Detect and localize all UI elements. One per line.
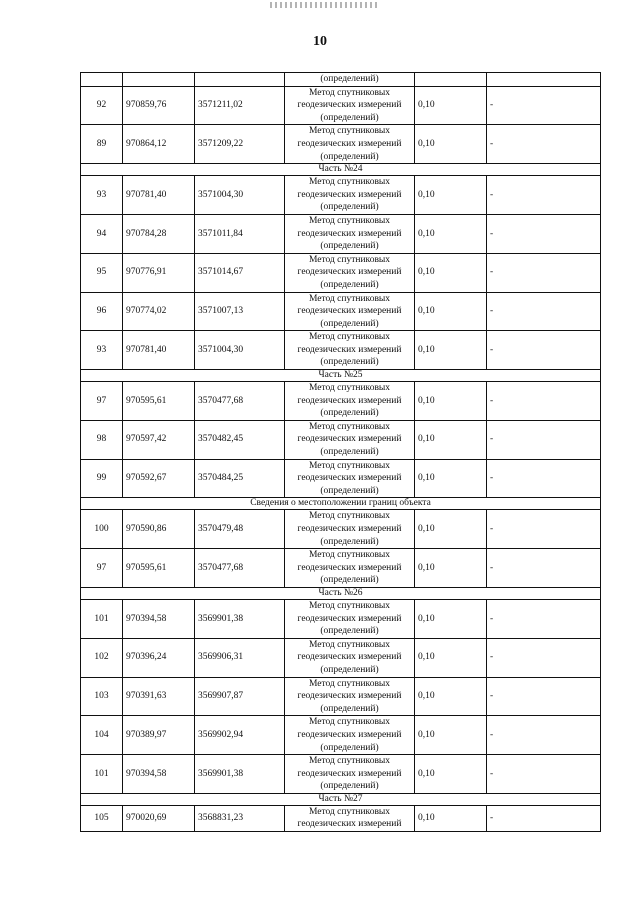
accuracy-value: 0,10: [415, 292, 487, 331]
method-line: геодезических измерений: [297, 729, 402, 740]
coordinate-x: 970595,61: [123, 549, 195, 588]
method-cell: [285, 214, 415, 253]
coordinate-x: 970781,40: [123, 176, 195, 215]
section-title: Сведения о местоположении границ объекта: [81, 498, 601, 510]
description-value: -: [487, 805, 601, 831]
accuracy-value: 0,10: [415, 420, 487, 459]
description-value: -: [487, 420, 601, 459]
point-number: 95: [81, 253, 123, 292]
method-line: (определений): [320, 664, 379, 675]
coordinate-x: 970590,86: [123, 510, 195, 549]
description-value: -: [487, 125, 601, 164]
description-value: -: [487, 755, 601, 794]
method-line: (определений): [320, 151, 379, 162]
accuracy-value: 0,10: [415, 638, 487, 677]
description-value: -: [487, 638, 601, 677]
description-value: -: [487, 599, 601, 638]
table-row: [81, 176, 601, 215]
method-line: геодезических измерений: [297, 100, 402, 111]
coordinate-y: 3569907,87: [195, 677, 285, 716]
coordinate-y: 3571007,13: [195, 292, 285, 331]
accuracy-value: 0,10: [415, 214, 487, 253]
method-line: Метод спутниковых: [308, 215, 391, 226]
description-value: -: [487, 382, 601, 421]
method-line: геодезических измерений: [297, 395, 402, 406]
coordinate-y: 3569906,31: [195, 638, 285, 677]
section-row: [81, 370, 601, 382]
coordinate-x: 970396,24: [123, 638, 195, 677]
method-line: (определений): [320, 575, 379, 586]
method-line: Метод спутниковых: [308, 332, 391, 343]
method-line: Метод спутниковых: [308, 177, 391, 188]
table-row: [81, 73, 601, 87]
coordinate-x: 970389,97: [123, 716, 195, 755]
coordinate-y: 3568831,23: [195, 805, 285, 831]
accuracy-value: 0,10: [415, 805, 487, 831]
accuracy-value: 0,10: [415, 755, 487, 794]
table-row: [81, 86, 601, 125]
point-number: 93: [81, 176, 123, 215]
coordinate-y: 3570482,45: [195, 420, 285, 459]
point-number: 101: [81, 599, 123, 638]
coordinate-x: 970864,12: [123, 125, 195, 164]
method-line: (определений): [320, 485, 379, 496]
table-row: [81, 125, 601, 164]
method-line: Метод спутниковых: [308, 756, 391, 767]
method-cell: (определений): [285, 73, 415, 87]
table-row: [81, 755, 601, 794]
method-line: геодезических измерений: [297, 344, 402, 355]
method-line: Метод спутниковых: [308, 806, 391, 817]
table-row: [81, 382, 601, 421]
description-value: -: [487, 459, 601, 498]
method-line: (определений): [320, 112, 379, 123]
table-row: [81, 253, 601, 292]
method-line: (определений): [320, 357, 379, 368]
coordinate-x: 970784,28: [123, 214, 195, 253]
method-cell: [285, 125, 415, 164]
table-row: [81, 214, 601, 253]
section-title: Часть №25: [81, 370, 601, 382]
table-row: [81, 677, 601, 716]
point-number: 89: [81, 125, 123, 164]
point-number: 103: [81, 677, 123, 716]
method-line: геодезических измерений: [297, 267, 402, 278]
table-row: [81, 459, 601, 498]
method-line: (определений): [320, 202, 379, 213]
accuracy-value: 0,10: [415, 125, 487, 164]
coordinate-y: 3570484,25: [195, 459, 285, 498]
description-value: -: [487, 176, 601, 215]
method-cell: [285, 638, 415, 677]
table-row: [81, 292, 601, 331]
point-number: 94: [81, 214, 123, 253]
method-cell: [285, 459, 415, 498]
coordinate-x: 970781,40: [123, 331, 195, 370]
method-line: геодезических измерений: [297, 768, 402, 779]
section-row: [81, 793, 601, 805]
accuracy-value: 0,10: [415, 599, 487, 638]
point-number: 97: [81, 549, 123, 588]
table-row: [81, 638, 601, 677]
method-line: Метод спутниковых: [308, 717, 391, 728]
method-line: (определений): [320, 318, 379, 329]
description-value: -: [487, 214, 601, 253]
table-cell: [81, 73, 123, 87]
method-line: Метод спутниковых: [308, 293, 391, 304]
table-row: [81, 805, 601, 831]
table-row: [81, 599, 601, 638]
method-line: геодезических измерений: [297, 819, 402, 830]
coordinate-x: 970774,02: [123, 292, 195, 331]
coordinate-y: 3569902,94: [195, 716, 285, 755]
method-line: геодезических измерений: [297, 524, 402, 534]
description-value: -: [487, 716, 601, 755]
method-line: (определений): [320, 703, 379, 714]
method-line: (определений): [320, 781, 379, 792]
method-line: Метод спутниковых: [308, 678, 391, 689]
point-number: 100: [81, 510, 123, 549]
coordinate-y: 3571209,22: [195, 125, 285, 164]
method-line: (определений): [320, 241, 379, 252]
method-cell: [285, 805, 415, 831]
section-title: Часть №27: [81, 793, 601, 805]
description-value: -: [487, 253, 601, 292]
accuracy-value: 0,10: [415, 331, 487, 370]
coordinate-x: 970394,58: [123, 599, 195, 638]
method-line: (определений): [320, 536, 379, 547]
coordinate-y: 3569901,38: [195, 755, 285, 794]
method-line: Метод спутниковых: [308, 639, 391, 650]
method-line: геодезических измерений: [297, 228, 402, 239]
point-number: 92: [81, 86, 123, 125]
coordinate-x: 970859,76: [123, 86, 195, 125]
section-row: [81, 164, 601, 176]
method-line: геодезических измерений: [297, 189, 402, 200]
coordinate-x: 970020,69: [123, 805, 195, 831]
method-line: геодезических измерений: [297, 691, 402, 702]
description-value: -: [487, 86, 601, 125]
coordinate-y: 3571211,02: [195, 86, 285, 125]
coordinate-x: 970391,63: [123, 677, 195, 716]
method-line: геодезических измерений: [297, 613, 402, 624]
method-line: Метод спутниковых: [308, 550, 391, 561]
method-cell: [285, 382, 415, 421]
method-line: (определений): [320, 626, 379, 637]
method-line: Метод спутниковых: [308, 600, 391, 611]
table-row: [81, 716, 601, 755]
method-line: геодезических измерений: [297, 562, 402, 573]
description-value: -: [487, 292, 601, 331]
point-number: 104: [81, 716, 123, 755]
method-line: Метод спутниковых: [308, 421, 391, 432]
method-line: геодезических измерений: [297, 652, 402, 663]
method-line: геодезических измерений: [297, 434, 402, 445]
coordinates-table: [80, 72, 601, 832]
method-cell: [285, 755, 415, 794]
description-value: -: [487, 677, 601, 716]
description-value: -: [487, 549, 601, 588]
table-cell: [123, 73, 195, 87]
method-line: (определений): [320, 408, 379, 419]
method-line: Метод спутниковых: [308, 126, 391, 137]
method-line: Метод спутниковых: [308, 511, 391, 522]
point-number: 102: [81, 638, 123, 677]
point-number: 98: [81, 420, 123, 459]
coordinate-x: 970595,61: [123, 382, 195, 421]
table-row: [81, 331, 601, 370]
description-value: -: [487, 331, 601, 370]
point-number: 97: [81, 382, 123, 421]
section-title: Часть №24: [81, 164, 601, 176]
point-number: 96: [81, 292, 123, 331]
method-cell: [285, 420, 415, 459]
table-row: [81, 549, 601, 588]
scan-artifact: [270, 2, 380, 8]
coordinate-y: 3571004,30: [195, 331, 285, 370]
method-line: (определений): [320, 279, 379, 290]
method-cell: [285, 599, 415, 638]
accuracy-value: 0,10: [415, 253, 487, 292]
table-cell: [415, 73, 487, 87]
section-row: [81, 498, 601, 510]
coordinate-y: 3571004,30: [195, 176, 285, 215]
section-row: [81, 587, 601, 599]
point-number: 101: [81, 755, 123, 794]
coordinate-y: 3570477,68: [195, 382, 285, 421]
method-line: (определений): [320, 742, 379, 753]
accuracy-value: 0,10: [415, 459, 487, 498]
method-line: Метод спутниковых: [308, 460, 391, 471]
table-row: [81, 420, 601, 459]
method-cell: [285, 176, 415, 215]
coordinate-x: 970394,58: [123, 755, 195, 794]
coordinate-x: 970597,42: [123, 420, 195, 459]
method-cell: [285, 549, 415, 588]
accuracy-value: 0,10: [415, 86, 487, 125]
accuracy-value: 0,10: [415, 677, 487, 716]
accuracy-value: 0,10: [415, 510, 487, 549]
page-number: 10: [313, 34, 327, 49]
accuracy-value: 0,10: [415, 716, 487, 755]
method-line: Метод спутниковых: [308, 383, 391, 394]
point-number: 93: [81, 331, 123, 370]
coordinate-x: 970592,67: [123, 459, 195, 498]
method-line: геодезических измерений: [297, 473, 402, 484]
method-line: Метод спутниковых: [308, 254, 391, 265]
method-cell: [285, 716, 415, 755]
method-line: геодезических измерений: [297, 138, 402, 149]
method-line: Метод спутниковых: [308, 87, 391, 98]
method-line: (определений): [320, 447, 379, 458]
coordinate-y: 3571011,84: [195, 214, 285, 253]
method-cell: [285, 331, 415, 370]
coordinate-x: 970776,91: [123, 253, 195, 292]
method-line: геодезических измерений: [297, 306, 402, 317]
method-cell: [285, 510, 415, 549]
table-row: [81, 510, 601, 549]
method-cell: [285, 292, 415, 331]
coordinate-y: 3569901,38: [195, 599, 285, 638]
method-cell: [285, 86, 415, 125]
accuracy-value: 0,10: [415, 176, 487, 215]
point-number: 105: [81, 805, 123, 831]
coordinate-y: 3571014,67: [195, 253, 285, 292]
table-cell: [487, 73, 601, 87]
method-cell: [285, 253, 415, 292]
description-value: -: [487, 510, 601, 549]
accuracy-value: 0,10: [415, 382, 487, 421]
accuracy-value: 0,10: [415, 549, 487, 588]
coordinate-y: 3570479,48: [195, 510, 285, 549]
point-number: 99: [81, 459, 123, 498]
method-cell: [285, 677, 415, 716]
table-cell: [195, 73, 285, 87]
coordinate-y: 3570477,68: [195, 549, 285, 588]
section-title: Часть №26: [81, 587, 601, 599]
